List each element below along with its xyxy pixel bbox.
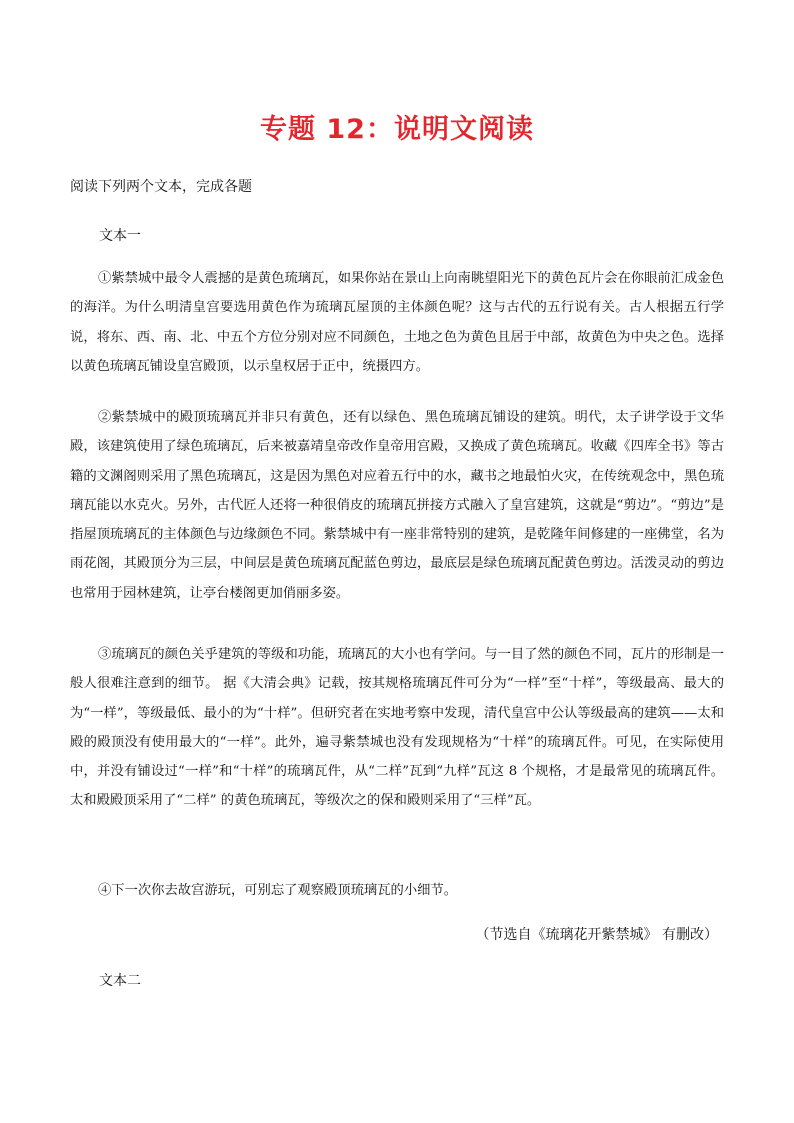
- paragraph-4: ④下一次你去故宫游玩，可别忘了观察殿顶琉璃瓦的小细节。: [98, 883, 458, 898]
- text-one-label: 文本一: [99, 228, 141, 244]
- paragraph-1: ①紫禁城中最令人震撼的是黄色琉璃瓦，如果你站在景山上向南眺望阳光下的黄色瓦片会在你眼前汇成金色的海洋。为什么明清皇宫要选用黄色作为琉璃瓦屋顶的主体颜色呢？这与古代的五行说有关。古人根据五行学说，将东、西、南、北、中五个方位分别对应不同颜色，土地之色为黄色且居于中部，故黄色为中央之色。选择以黄色琉璃瓦铺设皇宫殿顶，以示皇权居于正中，统摄四方。: [70, 271, 724, 374]
- paragraph-2: ②紫禁城中的殿顶琉璃瓦并非只有黄色，还有以绿色、黑色琉璃瓦铺设的建筑。明代，太子讲学设于文华殿，该建筑使用了绿色琉璃瓦，后来被嘉靖皇帝改作皇帝用宫殿，又换成了黄色琉璃瓦。收藏《四库全书》等古籍的文渊阁则采用了黑色琉璃瓦，这是因为黑色对应着五行中的水，藏书之地最怕火灾，在传统观念中，黑色琉璃瓦能以水克火。另外，古代匠人还将一种很俏皮的琉璃瓦拼接方式融入了皇宫建筑，这就是“剪边”。“剪边”是指屋顶琉璃瓦的主体颜色与边缘颜色不同。紫禁城中有一座非常特别的建筑，是乾隆年间修建的一座佛堂，名为雨花阁，其殿顶分为三层，中间层是黄色琉璃瓦配蓝色剪边，最底层是绿色琉璃瓦配黄色剪边。活泼灵动的剪边也常用于园林建筑，让亭台楼阁更加俏丽多姿。: [70, 410, 724, 601]
- instruction-text: 阅读下列两个文本，完成各题: [70, 179, 252, 195]
- source-citation: （节选自《琉璃花开紫禁城》 有删改）: [475, 927, 718, 943]
- page-title: 专题 12：说明文阅读: [260, 114, 534, 145]
- paragraph-3: ③琉璃瓦的颜色关乎建筑的等级和功能，琉璃瓦的大小也有学问。与一目了然的颜色不同，瓦片的形制是一般人很难注意到的细节。 据《大清会典》记载，按其规格琉璃瓦件可分为“一样”至“十样”，等级最高、最大的为“一样”，等级最低、最小的为“十样”。但研究者在实地考察中发现，清代皇宫中公认等级最高的建筑——太和殿的殿顶没有使用最大的“一样”。此外，遍寻紫禁城也没有发现规格为“十样”的琉璃瓦件。可见，在实际使用中，并没有铺设过“一样”和“十样”的琉璃瓦件，从“二样”瓦到“九样”瓦这 8 个规格，才是最常见的琉璃瓦件。太和殿殿顶采用了“二样” 的黄色琉璃瓦，等级次之的保和殿则采用了“三样”瓦。: [70, 647, 724, 809]
- text-two-label: 文本二: [99, 973, 141, 989]
